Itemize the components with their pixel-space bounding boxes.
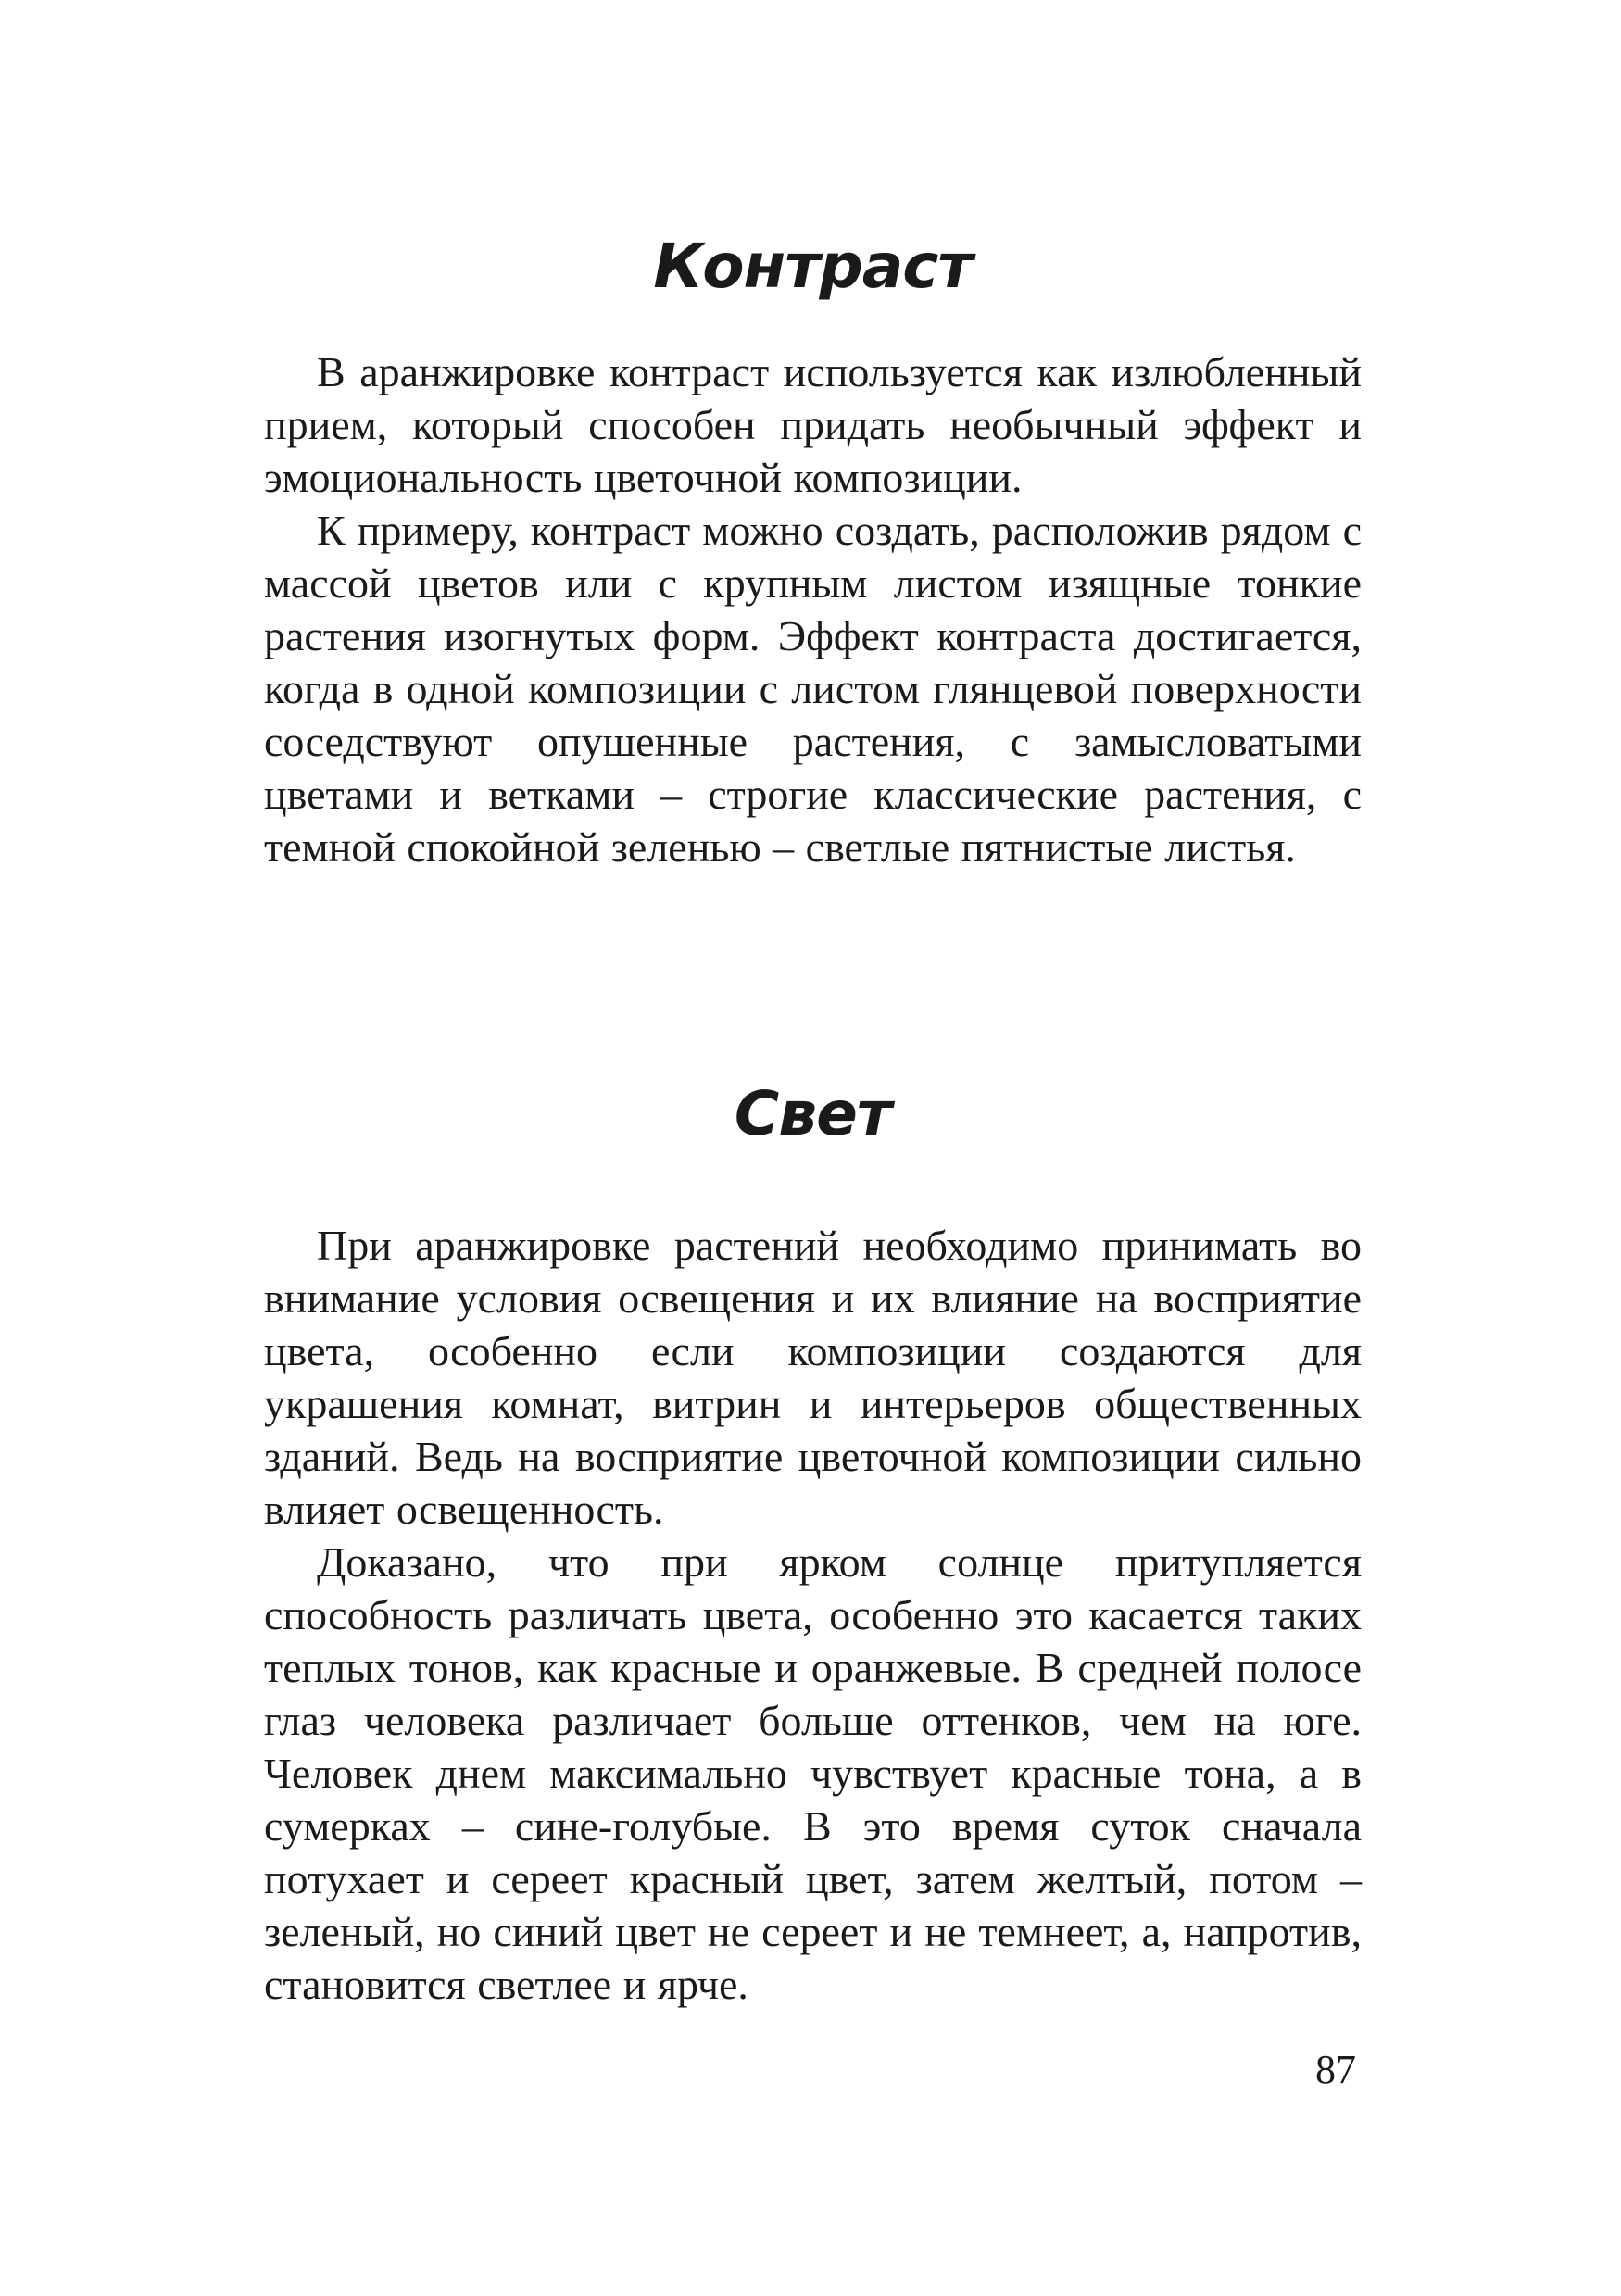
section-title: Контраст (653, 231, 973, 302)
page-number: 87 (1315, 2047, 1356, 2092)
section-contrast (264, 231, 1362, 873)
section-light (264, 1078, 1362, 2011)
paragraph: В аранжировке контраст используется как излюбленный прием, который способен придать необычный эффект и эмоциональность цветочной композиции. (264, 348, 1362, 501)
section-title: Свет (734, 1078, 892, 1149)
paragraph: К примеру, контраст можно создать, расположив рядом с массой цветов или с крупным листом изящные тонкие растения изогнутых форм. Эффект контраста достигается, когда в одной композиции с листом глянцевой поверхности соседствуют опушенные растения, с замысловатыми цветами и ветками – строгие классические растения, с темной спокойной зеленью – светлые пятнистые листья. (264, 507, 1362, 871)
book-page (264, 231, 1362, 2008)
paragraph: Доказано, что при ярком солнце притупляется способность различать цвета, особенно это касается таких теплых тонов, как красные и оранжевые. В средней полосе глаз человека различает больше оттенков, чем на юге. Человек днем максимально чувствует красные тона, а в сумерках – сине-голубые. В это время суток сначала потухает и сереет красный цвет, затем желтый, потом – зеленый, но синий цвет не сереет и не темнеет, а, напротив, становится светлее и ярче. (264, 1538, 1362, 2008)
paragraph: При аранжировке растений необходимо принимать во внимание условия освещения и их влияние на восприятие цвета, особенно если композиции создаются для украшения комнат, витрин и интерьеров общественных зданий. Ведь на восприятие цветочной композиции сильно влияет освещенность. (264, 1222, 1362, 1533)
